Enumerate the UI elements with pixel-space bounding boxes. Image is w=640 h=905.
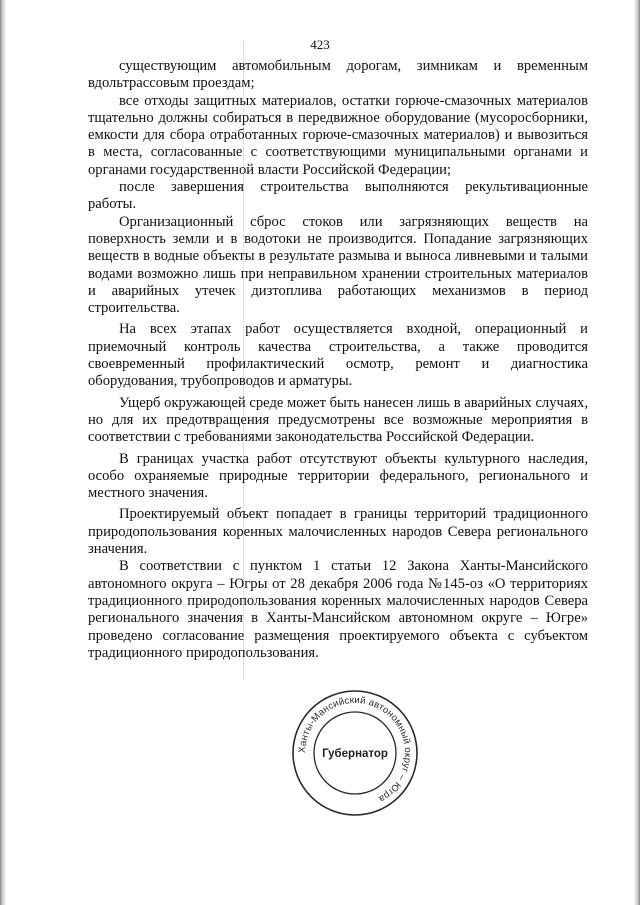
paragraph: На всех этапах работ осуществляется входной, операционный и приемочный контроль качества строительства, а также проводится своевременный профилактический осмотр, ремонт и диагностика оборудования, трубопроводов и арматуры. — [88, 321, 588, 390]
stamp-center-text: Губернатор — [322, 748, 388, 760]
scan-edge-right — [633, 0, 640, 905]
stamp-ring-text: Ханты-Мансийский автономный округ – Югра — [296, 694, 414, 805]
paragraph: все отходы защитных материалов, остатки горюче-смазочных материалов тщательно должны собираться в передвижное оборудование (мусоросборники, емкости для сбора отработанных горюче-смазочных материалов) и вывозиться в места, согласованные с соответствующими муниципальными органами и органами государственной власти Российской Федерации; — [88, 92, 588, 178]
paragraph: В соответствии с пунктом 1 статьи 12 Закона Ханты-Мансийского автономного округа – Югры от 28 декабря 2006 года №145-оз «О территориях традиционного природопользования коренных малочисленных народов Севера регионального значения в Ханты-Мансийском автономном округе – Югре» проведено согласование размещения проектируемого объекта с субъектом традиционного природопользования. — [88, 558, 588, 661]
page-number: 423 — [310, 37, 330, 52]
paragraph: В границах участка работ отсутствуют объекты культурного наследия, особо охраняемые природные территории федерального, регионального и местного значения. — [88, 450, 588, 502]
scan-edge-left — [0, 0, 7, 905]
paragraph: Проектируемый объект попадает в границы территорий традиционного природопользования коренных малочисленных народов Севера регионального значения. — [88, 506, 588, 558]
paragraph: после завершения строительства выполняются рекультивационные работы. — [88, 179, 588, 213]
body-text — [88, 58, 588, 662]
paragraph: существующим автомобильным дорогам, зимникам и временным вдольтрассовым проездам; — [88, 58, 588, 92]
paragraph: Ущерб окружающей среде может быть нанесен лишь в аварийных случаях, но для их предотвращения предусмотрены все возможные мероприятия в соответствии с требованиями законодательства Российской Федерации. — [88, 394, 588, 446]
paragraph: Организационный сброс стоков или загрязняющих веществ на поверхность земли и в водотоки не производится. Попадание загрязняющих веществ в водные объекты в результате размыва и выноса ливневыми и талыми водами возможно лишь при неправильном хранении строительных материалов и аварийных утечек дизтоплива работающих механизмов в период строительства. — [88, 213, 588, 317]
official-stamp — [290, 688, 420, 818]
